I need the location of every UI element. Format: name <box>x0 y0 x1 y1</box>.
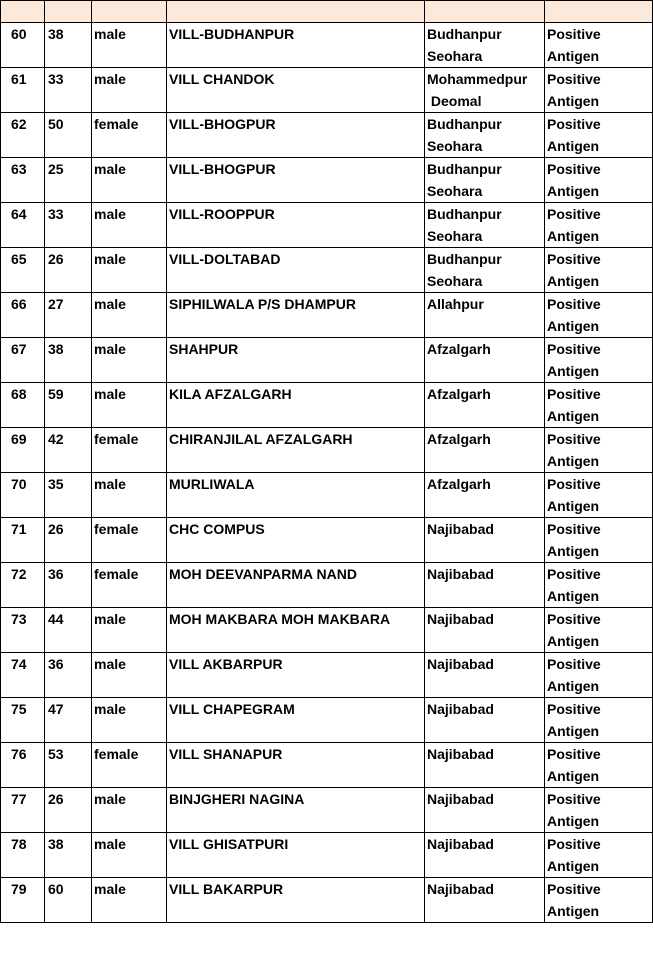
block-line: Afzalgarh <box>427 476 491 492</box>
block-line: Seohara <box>427 273 483 289</box>
table-row <box>1 23 653 68</box>
table-row <box>1 428 653 473</box>
age-cell: 26 <box>45 788 92 833</box>
gender-cell: male <box>92 788 167 833</box>
gender-cell: female <box>92 743 167 788</box>
result-line: Antigen <box>547 48 600 64</box>
serial-number-cell: 70 <box>1 473 45 518</box>
result-line: Antigen <box>547 138 600 154</box>
header-cell <box>92 1 167 23</box>
header-cell <box>167 1 425 23</box>
table-row <box>1 203 653 248</box>
serial-number-cell: 65 <box>1 248 45 293</box>
serial-number-cell: 74 <box>1 653 45 698</box>
table-row <box>1 788 653 833</box>
result-cell <box>545 608 653 653</box>
serial-number-cell: 66 <box>1 293 45 338</box>
address-cell: KILA AFZALGARH <box>167 383 425 428</box>
serial-number-cell: 75 <box>1 698 45 743</box>
gender-cell: male <box>92 653 167 698</box>
address-cell: MOH MAKBARA MOH MAKBARA <box>167 608 425 653</box>
result-cell <box>545 23 653 68</box>
result-line: Positive <box>547 71 601 87</box>
result-line: Antigen <box>547 498 600 514</box>
block-line: Najibabad <box>427 881 494 897</box>
address-cell: VILL GHISATPURI <box>167 833 425 878</box>
result-line: Antigen <box>547 228 600 244</box>
age-cell: 33 <box>45 203 92 248</box>
result-line: Positive <box>547 116 601 132</box>
result-line: Antigen <box>547 408 600 424</box>
age-cell: 27 <box>45 293 92 338</box>
result-line: Antigen <box>547 183 600 199</box>
block-cell <box>425 833 545 878</box>
table-row <box>1 743 653 788</box>
result-line: Positive <box>547 656 601 672</box>
block-line: Najibabad <box>427 521 494 537</box>
block-line: Seohara <box>427 228 483 244</box>
address-cell: CHC COMPUS <box>167 518 425 563</box>
block-line: Budhanpur <box>427 161 502 177</box>
result-line: Positive <box>547 881 601 897</box>
result-line: Positive <box>547 791 601 807</box>
result-line: Antigen <box>547 723 600 739</box>
gender-cell: female <box>92 518 167 563</box>
serial-number-cell: 76 <box>1 743 45 788</box>
address-cell: MOH DEEVANPARMA NAND <box>167 563 425 608</box>
serial-number-cell: 63 <box>1 158 45 203</box>
gender-cell: male <box>92 23 167 68</box>
address-cell: VILL-ROOPPUR <box>167 203 425 248</box>
table-row <box>1 563 653 608</box>
gender-cell: female <box>92 428 167 473</box>
serial-number-cell: 73 <box>1 608 45 653</box>
block-line: Seohara <box>427 48 483 64</box>
block-line: Afzalgarh <box>427 431 491 447</box>
table-row <box>1 338 653 383</box>
table-body <box>1 1 653 923</box>
table-row <box>1 293 653 338</box>
age-cell: 26 <box>45 518 92 563</box>
gender-cell: male <box>92 203 167 248</box>
age-cell: 38 <box>45 338 92 383</box>
result-line: Positive <box>547 476 601 492</box>
block-cell <box>425 473 545 518</box>
table-header-row <box>1 1 653 23</box>
header-cell <box>545 1 653 23</box>
gender-cell: male <box>92 293 167 338</box>
block-cell <box>425 23 545 68</box>
gender-cell: male <box>92 158 167 203</box>
header-cell <box>45 1 92 23</box>
age-cell: 42 <box>45 428 92 473</box>
table-row <box>1 518 653 563</box>
result-cell <box>545 338 653 383</box>
result-cell <box>545 158 653 203</box>
result-line: Positive <box>547 521 601 537</box>
table-row <box>1 473 653 518</box>
table-row <box>1 68 653 113</box>
result-cell <box>545 248 653 293</box>
block-cell <box>425 293 545 338</box>
table-row <box>1 653 653 698</box>
result-cell <box>545 383 653 428</box>
block-cell <box>425 608 545 653</box>
gender-cell: male <box>92 608 167 653</box>
result-cell <box>545 473 653 518</box>
result-cell <box>545 788 653 833</box>
table-row <box>1 383 653 428</box>
serial-number-cell: 60 <box>1 23 45 68</box>
block-line: Deomal <box>427 93 482 109</box>
result-line: Positive <box>547 431 601 447</box>
gender-cell: male <box>92 248 167 293</box>
serial-number-cell: 67 <box>1 338 45 383</box>
gender-cell: male <box>92 338 167 383</box>
block-line: Najibabad <box>427 791 494 807</box>
result-cell <box>545 563 653 608</box>
address-cell: SHAHPUR <box>167 338 425 383</box>
serial-number-cell: 71 <box>1 518 45 563</box>
result-cell <box>545 68 653 113</box>
block-line: Mohammedpur <box>427 71 528 87</box>
age-cell: 36 <box>45 653 92 698</box>
block-line: Seohara <box>427 183 483 199</box>
block-line: Afzalgarh <box>427 386 491 402</box>
address-cell: MURLIWALA <box>167 473 425 518</box>
result-line: Positive <box>547 746 601 762</box>
gender-cell: male <box>92 698 167 743</box>
address-cell: VILL SHANAPUR <box>167 743 425 788</box>
block-cell <box>425 878 545 923</box>
age-cell: 47 <box>45 698 92 743</box>
result-line: Antigen <box>547 363 600 379</box>
result-line: Antigen <box>547 588 600 604</box>
age-cell: 53 <box>45 743 92 788</box>
block-cell <box>425 563 545 608</box>
gender-cell: male <box>92 878 167 923</box>
header-cell <box>1 1 45 23</box>
result-line: Antigen <box>547 93 600 109</box>
address-cell: CHIRANJILAL AFZALGARH <box>167 428 425 473</box>
block-line: Seohara <box>427 138 483 154</box>
address-cell: BINJGHERI NAGINA <box>167 788 425 833</box>
address-cell: VILL-BHOGPUR <box>167 113 425 158</box>
result-cell <box>545 878 653 923</box>
address-cell: VILL-BUDHANPUR <box>167 23 425 68</box>
result-line: Positive <box>547 206 601 222</box>
gender-cell: female <box>92 113 167 158</box>
gender-cell: male <box>92 473 167 518</box>
serial-number-cell: 69 <box>1 428 45 473</box>
table-row <box>1 248 653 293</box>
block-line: Allahpur <box>427 296 484 312</box>
result-line: Positive <box>547 566 601 582</box>
result-line: Positive <box>547 701 601 717</box>
age-cell: 59 <box>45 383 92 428</box>
result-cell <box>545 203 653 248</box>
block-cell <box>425 158 545 203</box>
address-cell: VILL CHANDOK <box>167 68 425 113</box>
block-cell <box>425 698 545 743</box>
result-line: Antigen <box>547 273 600 289</box>
serial-number-cell: 78 <box>1 833 45 878</box>
table-row <box>1 833 653 878</box>
block-line: Najibabad <box>427 611 494 627</box>
result-cell <box>545 833 653 878</box>
result-line: Positive <box>547 341 601 357</box>
age-cell: 35 <box>45 473 92 518</box>
result-line: Antigen <box>547 633 600 649</box>
age-cell: 38 <box>45 833 92 878</box>
table-row <box>1 698 653 743</box>
block-cell <box>425 383 545 428</box>
result-line: Positive <box>547 386 601 402</box>
result-line: Positive <box>547 251 601 267</box>
block-cell <box>425 788 545 833</box>
address-cell: VILL CHAPEGRAM <box>167 698 425 743</box>
age-cell: 38 <box>45 23 92 68</box>
age-cell: 26 <box>45 248 92 293</box>
block-cell <box>425 518 545 563</box>
result-line: Antigen <box>547 813 600 829</box>
result-line: Positive <box>547 611 601 627</box>
block-cell <box>425 248 545 293</box>
address-cell: SIPHILWALA P/S DHAMPUR <box>167 293 425 338</box>
serial-number-cell: 68 <box>1 383 45 428</box>
age-cell: 25 <box>45 158 92 203</box>
result-line: Antigen <box>547 678 600 694</box>
address-cell: VILL BAKARPUR <box>167 878 425 923</box>
result-cell <box>545 743 653 788</box>
result-line: Antigen <box>547 903 600 919</box>
block-cell <box>425 428 545 473</box>
gender-cell: male <box>92 833 167 878</box>
gender-cell: female <box>92 563 167 608</box>
result-line: Antigen <box>547 768 600 784</box>
table-row <box>1 113 653 158</box>
address-cell: VILL-DOLTABAD <box>167 248 425 293</box>
serial-number-cell: 79 <box>1 878 45 923</box>
serial-number-cell: 61 <box>1 68 45 113</box>
result-line: Positive <box>547 296 601 312</box>
serial-number-cell: 72 <box>1 563 45 608</box>
block-line: Najibabad <box>427 566 494 582</box>
result-cell <box>545 293 653 338</box>
result-line: Positive <box>547 836 601 852</box>
table-row <box>1 608 653 653</box>
age-cell: 44 <box>45 608 92 653</box>
table-row <box>1 158 653 203</box>
result-line: Antigen <box>547 543 600 559</box>
block-cell <box>425 653 545 698</box>
result-line: Positive <box>547 161 601 177</box>
block-cell <box>425 113 545 158</box>
block-line: Najibabad <box>427 746 494 762</box>
result-line: Antigen <box>547 858 600 874</box>
block-cell <box>425 68 545 113</box>
result-line: Antigen <box>547 453 600 469</box>
address-cell: VILL-BHOGPUR <box>167 158 425 203</box>
age-cell: 50 <box>45 113 92 158</box>
table-row <box>1 878 653 923</box>
block-line: Najibabad <box>427 836 494 852</box>
serial-number-cell: 64 <box>1 203 45 248</box>
serial-number-cell: 62 <box>1 113 45 158</box>
gender-cell: male <box>92 68 167 113</box>
age-cell: 36 <box>45 563 92 608</box>
block-cell <box>425 338 545 383</box>
result-cell <box>545 518 653 563</box>
block-line: Najibabad <box>427 701 494 717</box>
block-cell <box>425 203 545 248</box>
serial-number-cell: 77 <box>1 788 45 833</box>
block-line: Afzalgarh <box>427 341 491 357</box>
block-line: Najibabad <box>427 656 494 672</box>
block-line: Budhanpur <box>427 26 502 42</box>
block-line: Budhanpur <box>427 206 502 222</box>
result-cell <box>545 428 653 473</box>
age-cell: 60 <box>45 878 92 923</box>
result-line: Positive <box>547 26 601 42</box>
result-line: Antigen <box>547 318 600 334</box>
address-cell: VILL AKBARPUR <box>167 653 425 698</box>
result-cell <box>545 653 653 698</box>
block-line: Budhanpur <box>427 116 502 132</box>
block-line: Budhanpur <box>427 251 502 267</box>
header-cell <box>425 1 545 23</box>
age-cell: 33 <box>45 68 92 113</box>
block-cell <box>425 743 545 788</box>
gender-cell: male <box>92 383 167 428</box>
result-cell <box>545 113 653 158</box>
result-cell <box>545 698 653 743</box>
